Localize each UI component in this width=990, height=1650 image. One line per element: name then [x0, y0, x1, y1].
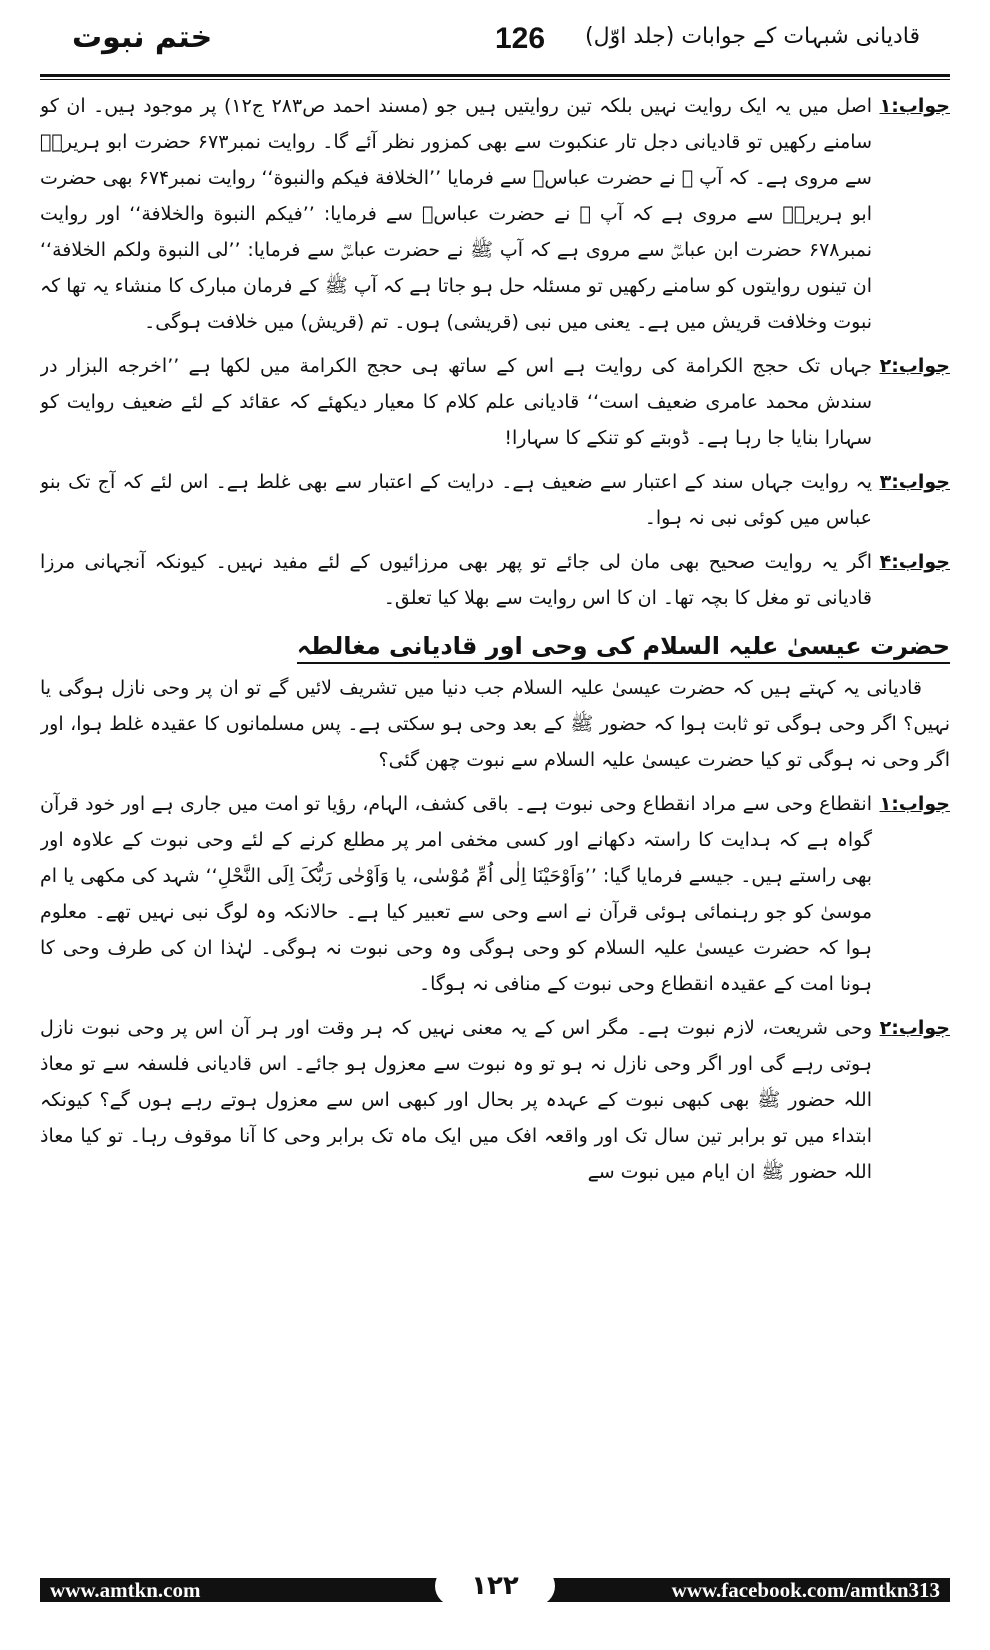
- answer-block: [40, 88, 950, 340]
- header-divider-thin: [40, 79, 950, 80]
- answer-text: اصل میں یہ ایک روایت نہیں بلکہ تین روایتیں ہیں جو (مسند احمد ص۲۸۳ ج۱۲) پر موجود ہیں۔ ان کو سامنے رکھیں تو قادیانی دجل تار عنکبوت سے بھی کمزور نظر آئے گا۔ روایت نمبر۶۷۳ حضرت ابو ہریرہؓ سے مروی ہے۔ کہ آپ ﷺ نے حضرت عباسؓ سے فرمایا ’’الخلافة فیکم والنبوة‘‘ روایت نمبر۶۷۴ بھی حضرت ابو ہریرہؓ سے مروی ہے کہ آپ ﷺ نے حضرت عباسؓ سے فرمایا: ’’فیکم النبوة والخلافة‘‘ اور روایت نمبر۶۷۸ حضرت ابن عباسؓ سے مروی ہے کہ آپ ﷺ نے حضرت عباسؓ سے فرمایا: ’’لی النبوة ولکم الخلافة‘‘ ان تینوں روایتوں کو سامنے رکھیں تو مسئلہ حل ہو جاتا ہے کہ آپ ﷺ کے فرمان مبارک کا منشاء یہ تھا کہ نبوت وخلافت قریش میں ہے۔ یعنی میں نبی (قریشی) ہوں۔ تم (قریش) میں خلافت ہوگی۔: [40, 95, 873, 333]
- footer-page-number: ۱۲۲: [435, 1566, 555, 1606]
- answer-label: جواب:۴: [879, 551, 950, 573]
- section-heading: حضرت عیسیٰ علیہ السلام کی وحی اور قادیانی مغالطہ: [297, 632, 950, 664]
- answer-label: جواب:۲: [879, 355, 950, 377]
- website-link[interactable]: www.amtkn.com: [50, 1578, 201, 1602]
- answer-text: اگر یہ روایت صحیح بھی مان لی جائے تو پھر بھی مرزائیوں کے لئے مفید نہیں۔ کیونکہ آنجہانی مرزا قادیانی تو مغل کا بچہ تھا۔ ان کا اس روایت سے بھلا کیا تعلق۔: [40, 551, 872, 609]
- page-body: [40, 88, 950, 1548]
- brand-title: ختم نبوت: [72, 20, 213, 55]
- facebook-link[interactable]: www.facebook.com/amtkn313: [671, 1578, 940, 1602]
- answer-block: [40, 786, 950, 1002]
- page-header: [40, 18, 950, 66]
- answer-text: جہاں تک حجج الکرامة کی روایت ہے اس کے ساتھ ہی حجج الکرامة میں لکھا ہے ’’اخرجه البزار در سندش محمد عامری ضعیف است‘‘ قادیانی علم کلام کا معیار دیکھئے کہ عقائد کے لئے ضعیف روایت کو سہارا بنایا جا رہا ہے۔ ڈوبتے کو تنکے کا سہارا!: [40, 355, 872, 449]
- answer-block: [40, 348, 950, 456]
- section-question: قادیانی یہ کہتے ہیں کہ حضرت عیسیٰ علیہ السلام جب دنیا میں تشریف لائیں گے تو ان پر وحی نازل ہوگی یا نہیں؟ اگر وحی ہوگی تو ثابت ہوا کہ حضور ﷺ کے بعد وحی ہو سکتی ہے۔ پس مسلمانوں کا عقیدہ غلط ہوا، اور اگر وحی نہ ہوگی تو کیا حضرت عیسیٰ علیہ السلام سے نبوت چھن گئی؟: [40, 677, 950, 771]
- answer-label: جواب:۱: [879, 95, 950, 117]
- book-title: قادیانی شبہات کے جوابات (جلد اوّل): [585, 24, 920, 49]
- answer-text: انقطاع وحی سے مراد انقطاع وحی نبوت ہے۔ باقی کشف، الہام، رؤیا تو امت میں جاری ہے اور خود قرآن گواہ ہے کہ ہدایت کا راستہ دکھانے اور کسی مخفی امر پر مطلع کرنے کے لئے وحی نبوت کے علاوہ اور بھی راستے ہیں۔ جیسے فرمایا گیا: ’’وَاَوْحَیْنَا اِلٰی اُمِّ مُوْسٰی، یا وَاَوْحٰی رَبُّکَ اِلَی النَّحْلِ‘‘ شہد کی مکھی یا ام موسیٰ کو جو رہنمائی ہوئی قرآن نے اسے وحی سے تعبیر کیا ہے۔ حالانکہ وہ لوگ نبی نہیں تھے۔ معلوم ہوا کہ حضرت عیسیٰ علیہ السلام کو وحی ہوگی وہ وحی نبوت نہ ہوگی۔ لہٰذا ان کی طرف وحی کا ہونا امت کے عقیدہ انقطاع وحی نبوت کے منافی نہ ہوگا۔: [40, 793, 872, 995]
- answer-label: جواب:۲: [879, 1017, 950, 1039]
- answer-block: [40, 544, 950, 616]
- answer-label: جواب:۳: [879, 471, 950, 493]
- answer-text: یہ روایت جہاں سند کے اعتبار سے ضعیف ہے۔ درایت کے اعتبار سے بھی غلط ہے۔ اس لئے کہ آج تک بنو عباس میں کوئی نبی نہ ہوا۔: [40, 471, 872, 529]
- answer-text: وحی شریعت، لازم نبوت ہے۔ مگر اس کے یہ معنی نہیں کہ ہر وقت اور ہر آن اس پر وحی نبوت نازل ہوتی رہے گی اور اگر وحی نازل نہ ہو تو وہ نبوت سے معزول ہو جائے۔ اس قادیانی فلسفہ سے تو معاذ اللہ حضور ﷺ بھی کبھی نبوت کے عہدہ پر بحال اور کبھی اس سے معزول ہوتے رہے ہوں گے؟ کیونکہ ابتداء میں تو برابر تین سال تک اور واقعہ افک میں ایک ماہ تک برابر وحی کا آنا موقوف رہا۔ تو کیا معاذ اللہ حضور ﷺ ان ایام میں نبوت سے: [40, 1017, 872, 1183]
- answer-label: جواب:۱: [879, 793, 950, 815]
- page-footer: [40, 1560, 950, 1600]
- page-number-top: 126: [495, 22, 546, 55]
- header-divider: [40, 74, 950, 77]
- answer-block: [40, 464, 950, 536]
- answer-block: [40, 1010, 950, 1190]
